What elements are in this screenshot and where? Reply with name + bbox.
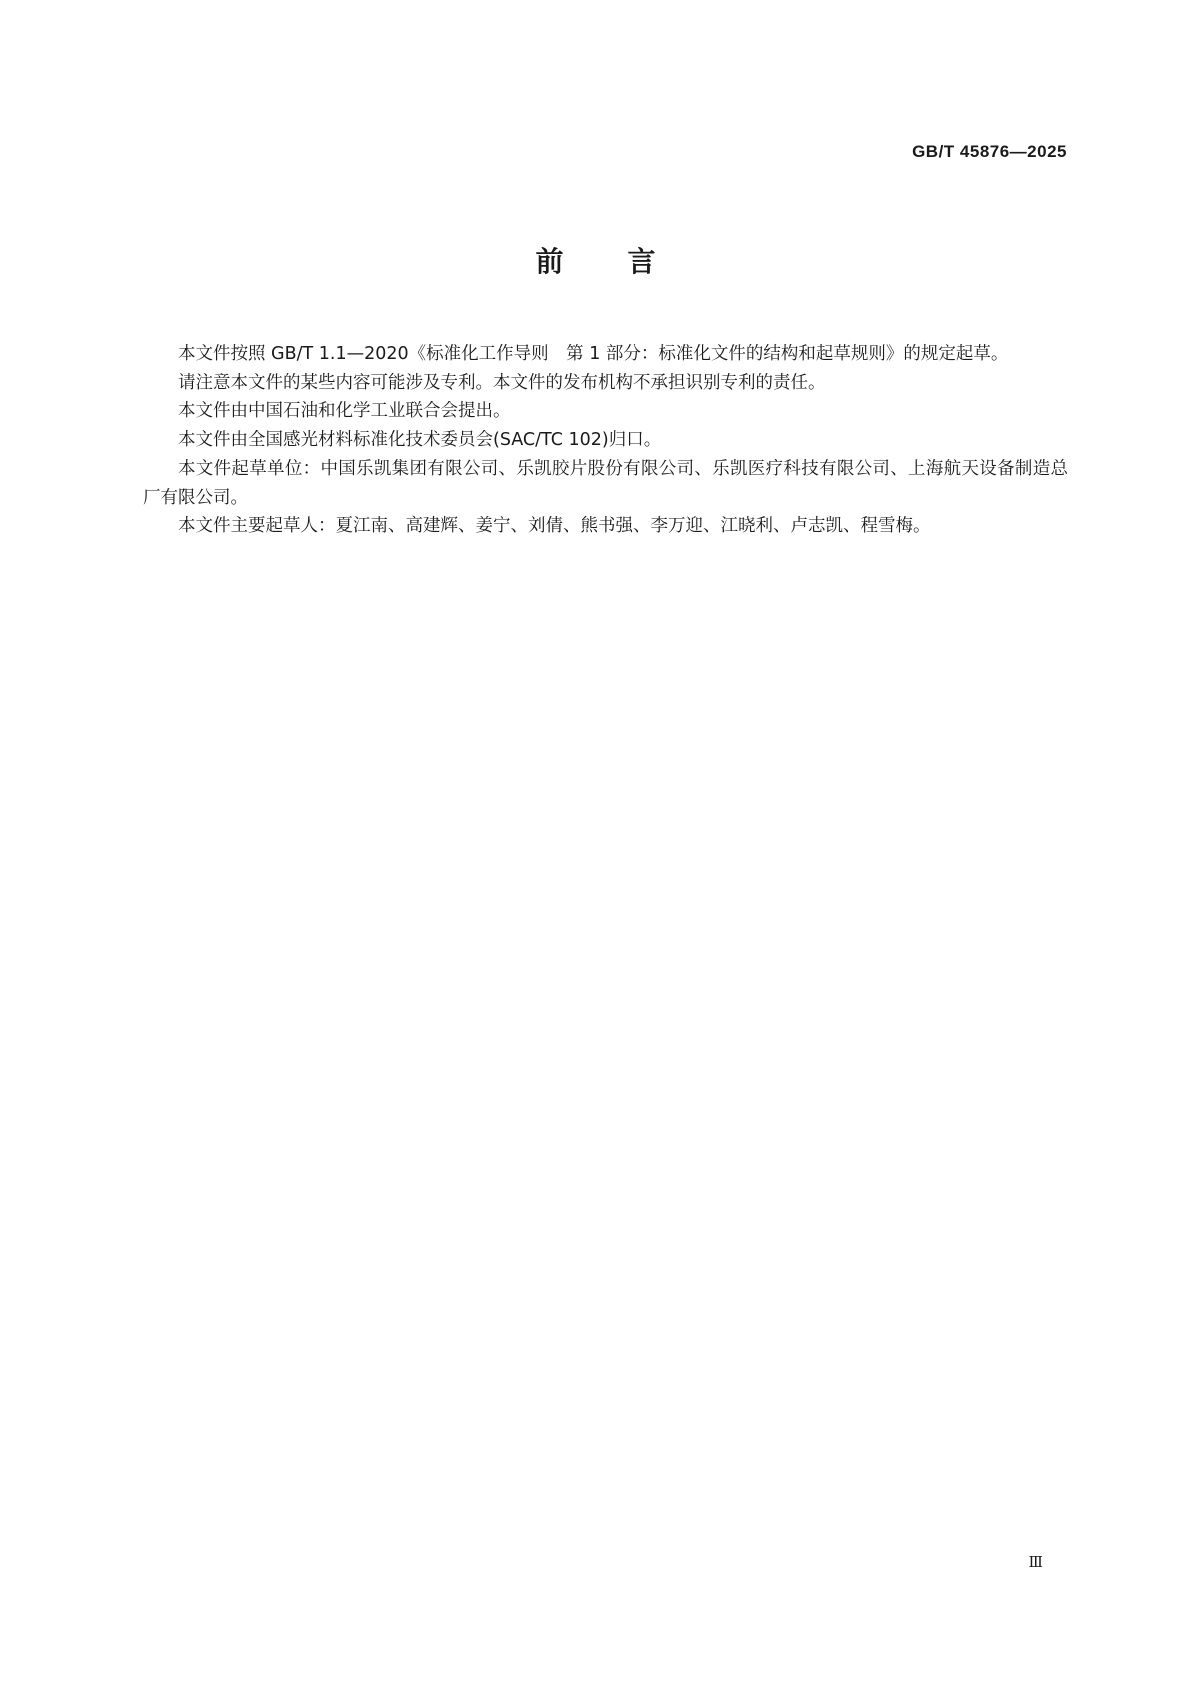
- page-number: Ⅲ: [1028, 1553, 1042, 1571]
- paragraph-proposer: 本文件由中国石油和化学工业联合会提出。: [178, 401, 511, 422]
- foreword-body: [143, 340, 1068, 541]
- paragraph-drafters: 本文件主要起草人：夏江南、高建辉、姜宁、刘倩、熊书强、李万迎、江晓利、卢志凯、程雪梅。: [178, 516, 931, 537]
- standard-number: GB/T 45876—2025: [912, 142, 1067, 161]
- paragraph-drafting-units: 本文件起草单位：中国乐凯集团有限公司、乐凯胶片股份有限公司、乐凯医疗科技有限公司、上海航天设备制造总厂有限公司。: [143, 458, 1068, 508]
- paragraph-drafting-rules: 本文件按照 GB/T 1.1—2020《标准化工作导则 第 1 部分：标准化文件的结构和起草规则》的规定起草。: [178, 344, 1009, 364]
- paragraph-technical-committee: 本文件由全国感光材料标准化技术委员会(SAC/TC 102)归口。: [178, 430, 662, 451]
- page-title: [0, 244, 1191, 280]
- title-char-1: 前: [535, 245, 564, 278]
- paragraph-patent-notice: 请注意本文件的某些内容可能涉及专利。本文件的发布机构不承担识别专利的责任。: [178, 372, 826, 393]
- title-char-2: 言: [627, 245, 656, 278]
